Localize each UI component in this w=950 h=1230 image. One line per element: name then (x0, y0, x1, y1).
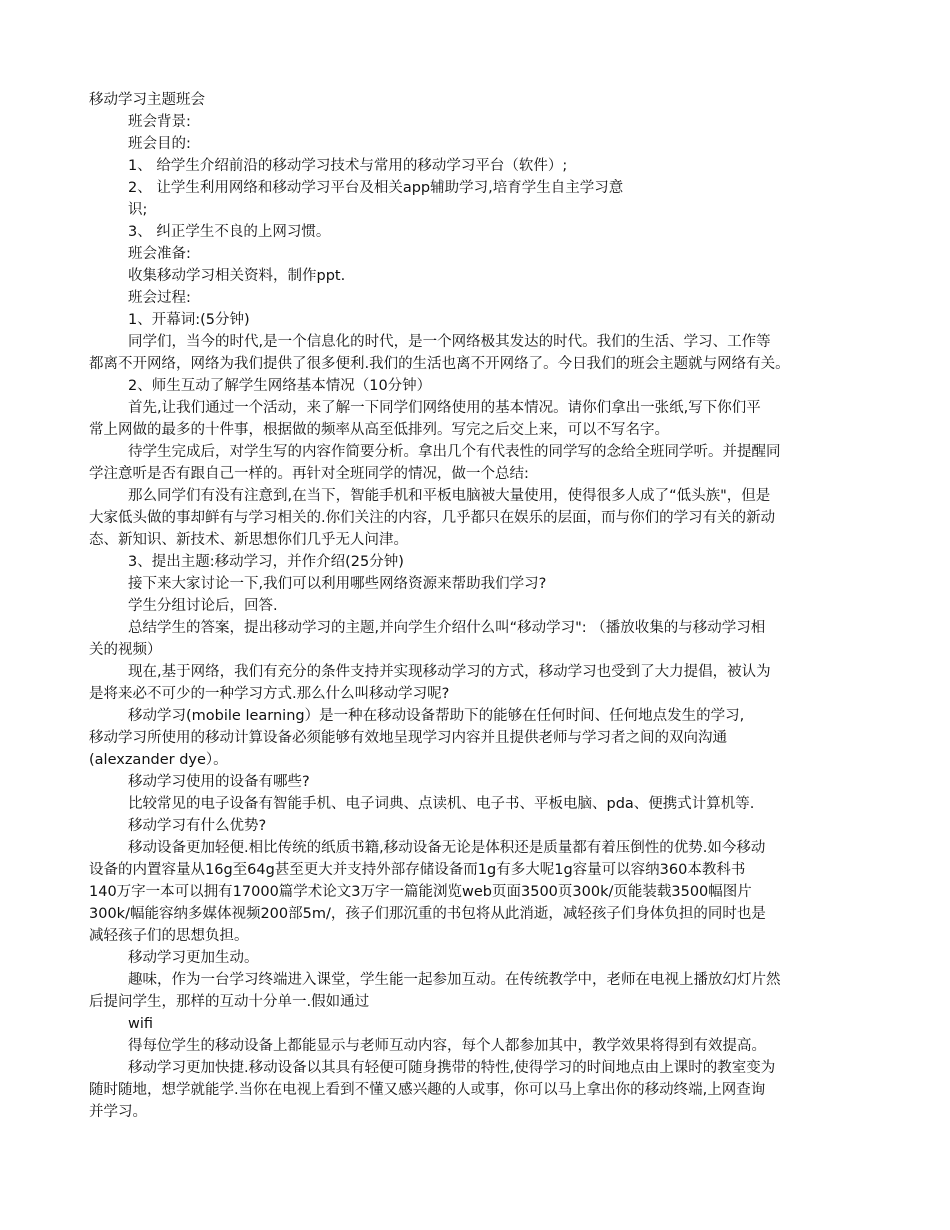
text-line: 3、提出主题:移动学习，并作介绍(25分钟) (128, 554, 404, 570)
text-line: 学生分组讨论后，回答. (128, 598, 278, 614)
text-line: 并学习。 (89, 1104, 147, 1120)
text-line: 待学生完成后，对学生写的内容作简要分析。拿出几个有代表性的同学写的念给全班同学听。并提醒同 (128, 444, 781, 460)
text-line: 班会过程: (128, 290, 191, 306)
text-line: 随时随地，想学就能学.当你在电视上看到不懂又感兴趣的人或事，你可以马上拿出你的移动终端,上网查询 (89, 1082, 766, 1098)
text-line: 态、新知识、新技术、新思想你们几乎无人问津。 (89, 532, 408, 548)
text-line: 1、开幕词:(5分钟) (128, 312, 250, 328)
text-line: 移动设备更加轻便.相比传统的纸质书籍,移动设备无论是体积还是质量都有着压倒性的优势.如今移动 (128, 840, 766, 856)
text-line: 识; (128, 202, 148, 218)
text-line: 移动学习所使用的移动计算设备必须能够有效地呈现学习内容并且提供老师与学习者之间的双向沟通 (89, 730, 727, 746)
text-line: 班会准备: (128, 246, 191, 262)
text-line: 关的视频） (89, 642, 162, 658)
text-line: 得每位学生的移动设备上都能显示与老师互动内容，每个人都参加其中，教学效果将得到有效提高。 (128, 1038, 766, 1054)
text-line: 移动学习使用的设备有哪些? (128, 774, 310, 790)
text-line: 移动学习更加生动。 (128, 950, 259, 966)
text-line: 都离不开网络，网络为我们提供了很多便利.我们的生活也离不开网络了。今日我们的班会主题就与网络有关。 (89, 356, 790, 372)
text-line: 现在,基于网络，我们有充分的条件支持并实现移动学习的方式，移动学习也受到了大力提倡，被认为 (128, 664, 771, 680)
text-line: 接下来大家讨论一下,我们可以利用哪些网络资源来帮助我们学习? (128, 576, 547, 592)
text-line: 班会背景: (128, 114, 191, 130)
text-line: 后提问学生，那样的互动十分单一.假如通过 (89, 994, 370, 1010)
text-line: 收集移动学习相关资料，制作ppt. (128, 268, 346, 284)
text-line: 那么同学们有没有注意到,在当下，智能手机和平板电脑被大量使用，使得很多人成了“低头族"，但是 (128, 488, 771, 504)
text-line: 班会目的: (128, 136, 191, 152)
text-line: 首先,让我们通过一个活动，来了解一下同学们网络使用的基本情况。请你们拿出一张纸,写下你们平 (128, 400, 761, 416)
text-line: 趣味，作为一台学习终端进入课堂，学生能一起参加互动。在传统教学中，老师在电视上播放幻灯片然 (128, 972, 781, 988)
text-line: wifi (128, 1016, 154, 1032)
text-line: 140万字一本可以拥有17000篇学术论文3万字一篇能浏览web页面3500页300k/页能装载3500幅图片 (89, 884, 752, 900)
text-line: 300k/幅能容纳多媒体视频200部5m/，孩子们那沉重的书包将从此消逝，减轻孩子们身体负担的同时也是 (89, 906, 766, 922)
text-line: 设备的内置容量从16g至64g甚至更大并支持外部存储设备而1g有多大呢1g容量可以容纳360本教科书 (89, 862, 746, 878)
text-line: 是将来必不可少的一种学习方式.那么什么叫移动学习呢? (89, 686, 450, 702)
text-line: 3、 纠正学生不良的上网习惯。 (128, 224, 331, 240)
text-line: 移动学习(mobile learning）是一种在移动设备帮助下的能够在任何时间、任何地点发生的学习, (128, 708, 745, 724)
document-body (89, 111, 890, 1123)
text-line: 学注意听是否有跟自己一样的。再针对全班同学的情况，做一个总结: (89, 466, 529, 482)
text-line: 减轻孩子们的思想负担。 (89, 928, 249, 944)
text-line: 总结学生的答案，提出移动学习的主题,并向学生介绍什么叫“移动学习": （播放收集的与移动学习相 (128, 620, 766, 636)
text-line: 同学们，当今的时代,是一个信息化的时代，是一个网络极其发达的时代。我们的生活、学习、工作等 (128, 334, 771, 350)
document-title: 移动学习主题班会 (89, 92, 205, 108)
text-line: 1、 给学生介绍前沿的移动学习技术与常用的移动学习平台（软件）; (128, 158, 568, 174)
text-line: 2、师生互动了解学生网络基本情况（10分钟） (128, 378, 432, 394)
text-line: 比较常见的电子设备有智能手机、电子词典、点读机、电子书、平板电脑、pda、便携式计算机等. (128, 796, 755, 812)
text-line: 2、 让学生利用网络和移动学习平台及相关app辅助学习,培育学生自主学习意 (128, 180, 624, 196)
text-line: 常上网做的最多的十件事，根据做的频率从高至低排列。写完之后交上来，可以不写名字。 (89, 422, 669, 438)
text-line: 移动学习有什么优势? (128, 818, 267, 834)
text-line: 移动学习更加快捷.移动设备以其具有轻便可随身携带的特性,使得学习的时间地点由上课时的教室变为 (128, 1060, 776, 1076)
text-line: (alexzander dye）。 (89, 752, 228, 768)
text-line: 大家低头做的事却鲜有与学习相关的.你们关注的内容，几乎都只在娱乐的层面，而与你们的学习有关的新动 (89, 510, 776, 526)
